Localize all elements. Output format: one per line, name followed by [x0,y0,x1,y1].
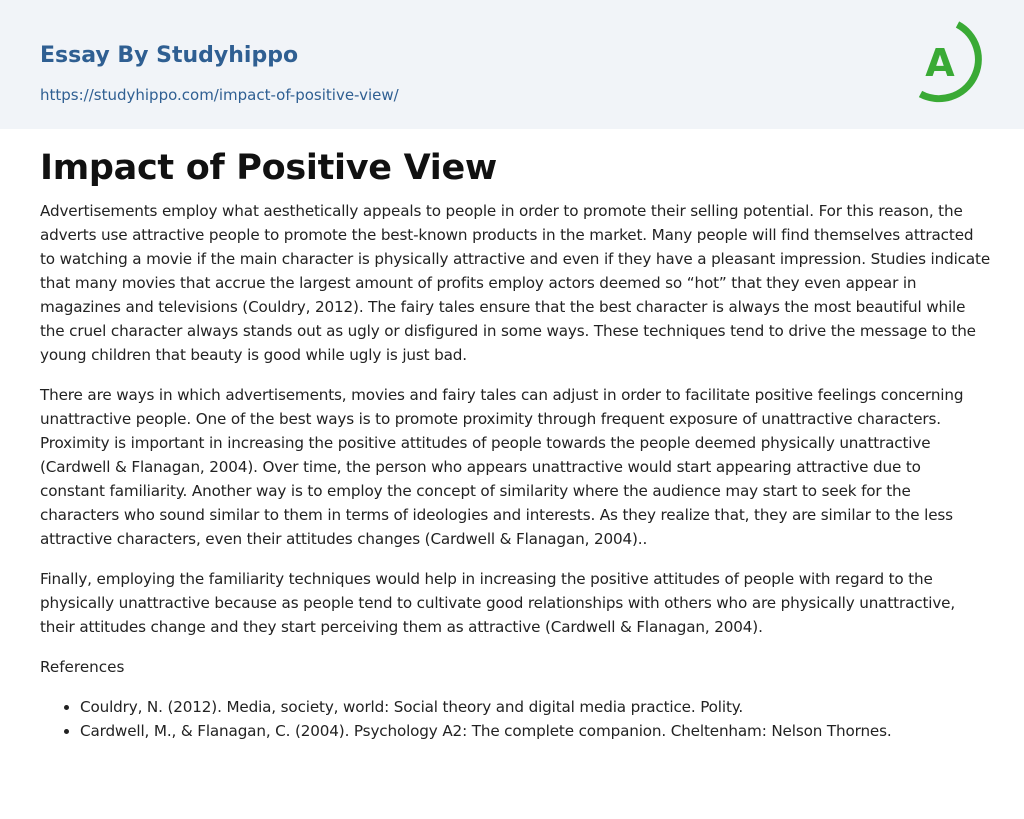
paragraph-2: There are ways in which advertisements, movies and fairy tales can adjust in order to facilitate positive feelings concerning unattractive people. One of the best ways is to promote proximity through frequent exposure of unattractive characters. Proximity is important in increasing the positive attitudes of people towards the people deemed physically unattractive (Cardwell & Flanagan, 2004). Over time, the person who appears unattractive would start appearing attractive due to constant familiarity. Another way is to employ the concept of similarity where the audience may start to seek for the characters who sound similar to them in terms of ideologies and interests. As they realize that, they are similar to the less attractive characters, even their attitudes changes (Cardwell & Flanagan, 2004).. [40,386,964,548]
references-heading: References [40,658,125,676]
references-list [40,695,990,743]
paragraph-3: Finally, employing the familiarity techniques would help in increasing the positive attitudes of people with regard to the physically unattractive because as people tend to cultivate good relationships with others who are physically unattractive, their attitudes change and they start perceiving them as attractive (Cardwell & Flanagan, 2004). [40,570,956,636]
site-title[interactable]: Essay By Studyhippo [40,43,299,68]
logo-letter: A [925,41,955,85]
reference-item: • Couldry, N. (2012). Media, society, world: Social theory and digital media practice. Polity. [80,695,990,719]
site-header [0,0,1024,129]
paragraph-1: Advertisements employ what aesthetically appeals to people in order to promote their selling potential. For this reason, the adverts use attractive people to promote the best-known products in the market. Many people will find themselves attracted to watching a movie if the main character is physically attractive and even if they have a pleasant impression. Studies indicate that many movies that accrue the largest amount of profits employ actors deemed so “hot” that they even appear in magazines and televisions (Couldry, 2012). The fairy tales ensure that the best character is always the most beautiful while the cruel character always stands out as ugly or disfigured in some ways. These techniques tend to drive the message to the young children that beauty is good while ugly is just bad. [40,202,991,364]
article-content [40,145,990,743]
page-title: Impact of Positive View [40,148,497,188]
reference-item: • Cardwell, M., & Flanagan, C. (2004). Psychology A2: The complete companion. Cheltenham: Nelson Thornes. [80,719,990,743]
studyhippo-logo-icon[interactable] [910,18,988,106]
article-url-link[interactable]: https://studyhippo.com/impact-of-positive-view/ [40,86,399,104]
